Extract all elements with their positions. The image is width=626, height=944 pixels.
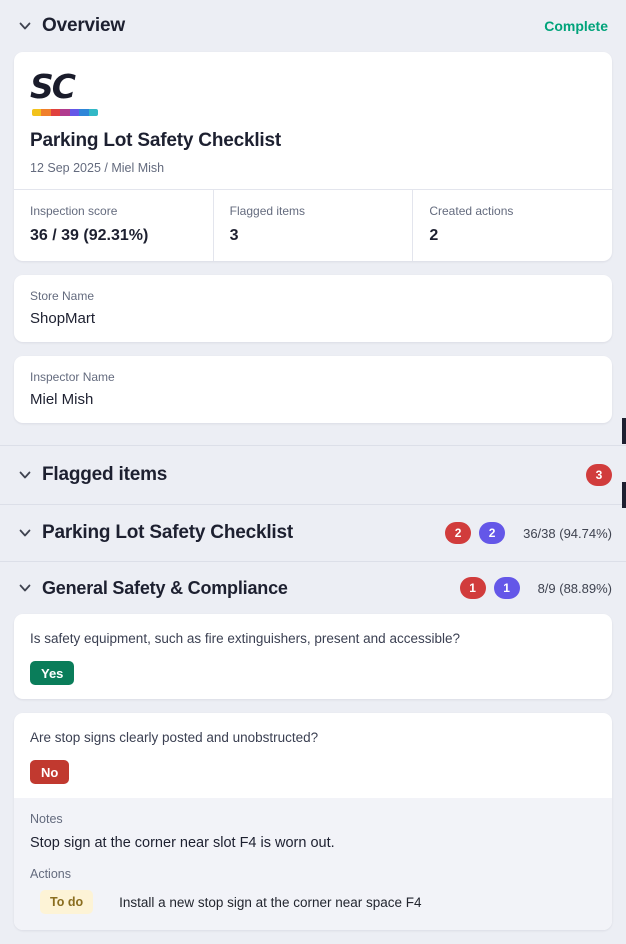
logo-color-bars	[32, 109, 98, 116]
category-badges	[460, 577, 612, 599]
stats-row	[14, 189, 612, 261]
company-logo	[30, 67, 102, 116]
action-text: Install a new stop sign at the corner near space F4	[119, 894, 422, 910]
field-label: Inspector Name	[30, 370, 115, 384]
category-group-header[interactable]	[0, 562, 626, 614]
checklist-group-header[interactable]	[0, 505, 626, 561]
chevron-down-icon[interactable]	[14, 15, 36, 37]
checklist-actions-badge: 2	[479, 522, 505, 544]
stat-inspection-score	[14, 190, 214, 261]
flagged-items-header[interactable]	[0, 446, 626, 504]
stat-value: 2	[429, 227, 439, 244]
notes-text: Stop sign at the corner near slot F4 is worn out.	[30, 835, 335, 852]
stat-label: Flagged items	[229, 204, 306, 218]
logo-text: SC	[30, 67, 74, 106]
field-value: ShopMart	[30, 310, 96, 327]
category-group-title: General Safety & Compliance	[42, 577, 288, 598]
checklist-flagged-badge: 2	[445, 522, 471, 544]
question-text: Are stop signs clearly posted and unobstructed?	[30, 730, 319, 746]
notes-label: Notes	[30, 812, 63, 827]
stat-value: 3	[229, 227, 239, 244]
field-inspector-name	[14, 356, 612, 423]
chevron-down-icon[interactable]	[14, 464, 36, 486]
overview-section-header[interactable]	[0, 0, 626, 52]
question-body	[14, 614, 612, 699]
overview-title: Overview	[42, 15, 125, 36]
answer-pill-yes: Yes	[30, 661, 74, 685]
question-card	[14, 614, 612, 699]
overview-card	[14, 52, 612, 261]
checklist-score: 36/38 (94.74%)	[523, 525, 612, 541]
scroll-indicator[interactable]	[622, 418, 626, 444]
answer-pill-no: No	[30, 760, 69, 784]
checklist-group-title: Parking Lot Safety Checklist	[42, 522, 293, 543]
flagged-count-badge: 3	[586, 464, 612, 486]
field-value: Miel Mish	[30, 391, 94, 408]
action-row[interactable]	[30, 890, 596, 914]
stat-created-actions	[413, 190, 612, 261]
field-label: Store Name	[30, 289, 95, 303]
chevron-down-icon[interactable]	[14, 522, 36, 544]
document-title: Parking Lot Safety Checklist	[30, 130, 281, 151]
document-subtitle: 12 Sep 2025 / Miel Mish	[30, 161, 165, 175]
question-card	[14, 713, 612, 930]
stat-value: 36 / 39 (92.31%)	[30, 227, 149, 244]
notes-section	[14, 798, 612, 930]
category-actions-badge: 1	[494, 577, 520, 599]
stat-flagged-items	[214, 190, 414, 261]
category-score: 8/9 (88.89%)	[537, 580, 612, 596]
chevron-down-icon[interactable]	[14, 577, 36, 599]
checklist-badges	[445, 522, 612, 544]
question-text: Is safety equipment, such as fire extinguishers, present and accessible?	[30, 631, 460, 646]
overview-card-top	[14, 52, 612, 189]
stat-label: Inspection score	[30, 204, 118, 218]
scroll-indicator[interactable]	[622, 482, 626, 508]
category-flagged-badge: 1	[460, 577, 486, 599]
actions-label: Actions	[30, 867, 71, 882]
stat-label: Created actions	[429, 204, 514, 218]
question-body	[14, 713, 612, 798]
action-status-badge: To do	[40, 890, 93, 914]
field-store-name	[14, 275, 612, 342]
complete-status-link[interactable]: Complete	[544, 18, 608, 34]
flagged-items-title: Flagged items	[42, 464, 168, 485]
